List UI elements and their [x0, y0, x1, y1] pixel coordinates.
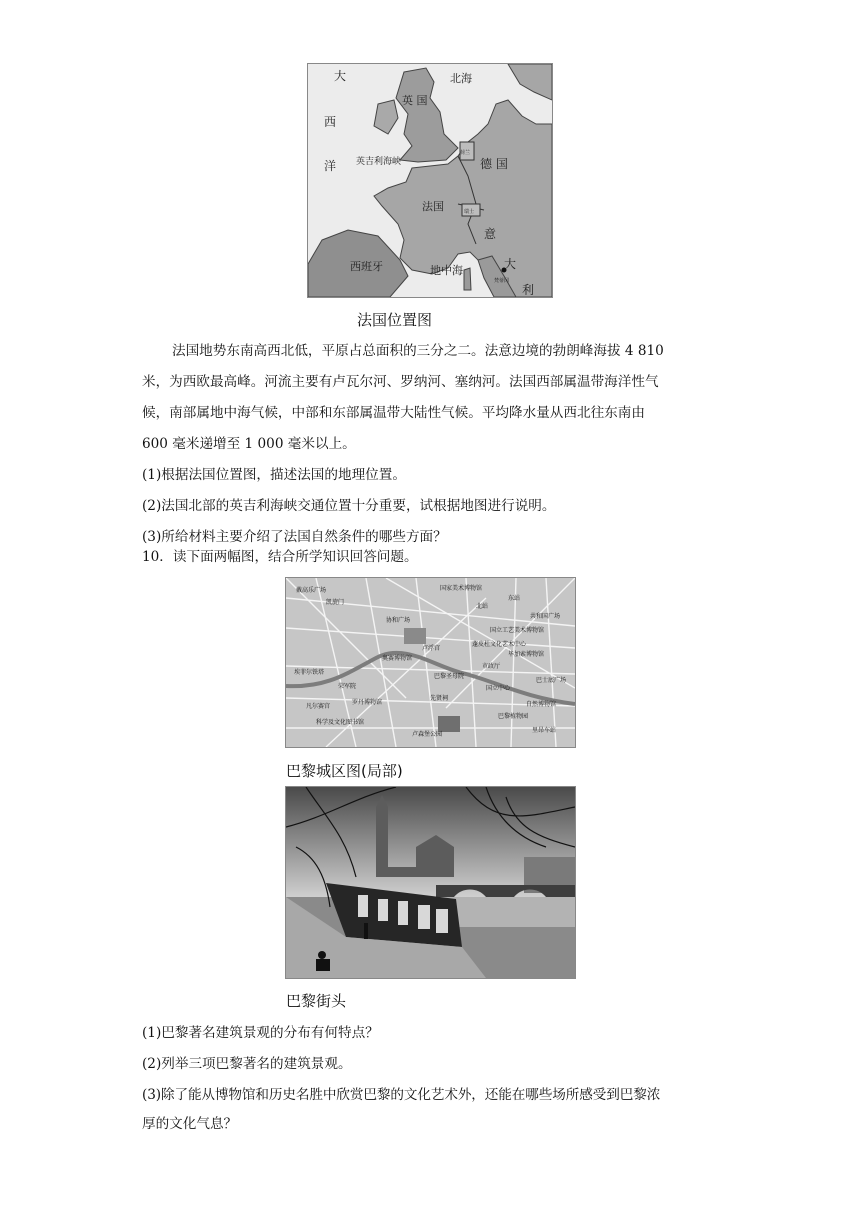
france-map-svg [308, 64, 552, 297]
map-label-g: 埃菲尔铁塔 [294, 669, 325, 676]
label-france: 法国 [422, 200, 444, 213]
map-label-d: 协和广场 [386, 617, 411, 624]
map-label-f: 巴黎圣母院 [434, 673, 465, 680]
photo-pedestrian [364, 923, 368, 939]
map-label-i: 巴士底广场 [536, 677, 567, 684]
label-atlantic-1: 大 [334, 69, 347, 83]
map-label-m: 市政厅 [482, 663, 501, 670]
label-rome: 梵蒂冈 [494, 278, 510, 284]
label-small-4: 瑞士 [464, 209, 475, 215]
label-italy-1: 意 [484, 227, 497, 241]
q10-item-3-cont: 厚的文化气息？ [142, 1116, 238, 1132]
map-label-w: 罗丹博物馆 [352, 699, 383, 706]
q9-item-1: (1)根据法国位置图，描述法国的地理位置。 [142, 467, 406, 483]
map-label-c: 国家美术博物馆 [440, 585, 483, 592]
label-italy-2: 大 [504, 257, 517, 271]
map-label-y: 北站 [476, 603, 489, 610]
garden-block [404, 628, 426, 644]
label-germany: 德 国 [480, 157, 508, 171]
label-uk: 英 国 [402, 94, 428, 107]
map-label-s: 巴黎植物园 [498, 713, 529, 720]
france-location-map [307, 63, 553, 298]
label-spain: 西班牙 [350, 260, 383, 273]
passage-line-2: 米，为西欧最高峰。河流主要有卢瓦尔河、罗纳河、塞纳河。法国西部属温带海洋性气 [142, 374, 659, 390]
map-label-j: 先贤祠 [430, 695, 449, 702]
label-atlantic-2: 西 [324, 115, 337, 129]
island-land [464, 268, 471, 290]
map-label-q: 国立工艺美术博物馆 [490, 627, 545, 634]
photo-svg [286, 787, 575, 978]
passage-line-3: 候，南部属地中海气候，中部和东部属温带大陆性气候。平均降水量从西北往东南由 [142, 405, 645, 421]
q10-item-3: (3)除了能从博物馆和历史名胜中欣赏巴黎的文化艺术外，还能在哪些场所感受到巴黎浓 [142, 1087, 661, 1103]
q10-title: 10．读下面两幅图，结合所学知识回答问题。 [142, 549, 418, 565]
label-mediterranean: 地中海 [430, 264, 463, 277]
label-channel: 英吉利海峡 [356, 157, 402, 167]
photo-person-body [316, 959, 330, 971]
map-label-l: 共和国广场 [530, 613, 561, 620]
map-label-k: 荣军院 [338, 683, 357, 690]
label-north-sea: 北海 [450, 72, 472, 85]
map-label-p: 奥赛博物馆 [382, 655, 413, 662]
photo-person [318, 951, 326, 959]
map-label-b: 凯旋门 [326, 599, 345, 606]
paris-map-svg [286, 578, 575, 747]
map-label-h: 蓬皮杜文化艺术中心 [472, 641, 527, 648]
q10-item-1: (1)巴黎著名建筑景观的分布有何特点？ [142, 1025, 379, 1041]
map-label-t: 自然博物馆 [526, 701, 557, 708]
q9-item-3: (3)所给材料主要介绍了法国自然条件的哪些方面？ [142, 529, 447, 545]
map-label-o: 毕加索博物馆 [508, 651, 545, 658]
paris-map-caption: 巴黎城区图(局部) [286, 762, 403, 780]
label-atlantic-3: 洋 [324, 159, 337, 173]
label-italy-3: 利 [522, 283, 535, 297]
paris-photo-caption: 巴黎街头 [286, 992, 347, 1010]
park-block [438, 716, 460, 732]
label-small-1: 荷兰 [460, 150, 471, 156]
q9-item-2: (2)法国北部的英吉利海峡交通位置十分重要，试根据地图进行说明。 [142, 498, 556, 514]
map-label-n: 卢森堡公园 [412, 731, 443, 738]
map-label-r: 国立中心 [486, 685, 511, 692]
map-label-z: 里昂车站 [532, 727, 557, 734]
map-label-v: 科学及文化图书馆 [316, 719, 365, 726]
map-label-x: 东站 [508, 595, 521, 602]
q10-item-2: (2)列举三项巴黎著名的建筑景观。 [142, 1056, 352, 1072]
passage-line-1: 法国地势东南高西北低，平原占总面积的三分之二。法意边境的勃朗峰海拔 4 810 [172, 343, 664, 359]
paris-street-photo [285, 786, 576, 979]
map-label-u: 凡尔赛宫 [306, 703, 331, 710]
map-label-e: 卢浮宫 [422, 645, 441, 652]
figure1-caption: 法国位置图 [357, 311, 433, 329]
map-label-a: 戴高乐广场 [296, 587, 327, 594]
paris-city-map [285, 577, 576, 748]
passage-line-4: 600 毫米递增至 1 000 毫米以上。 [142, 436, 356, 452]
